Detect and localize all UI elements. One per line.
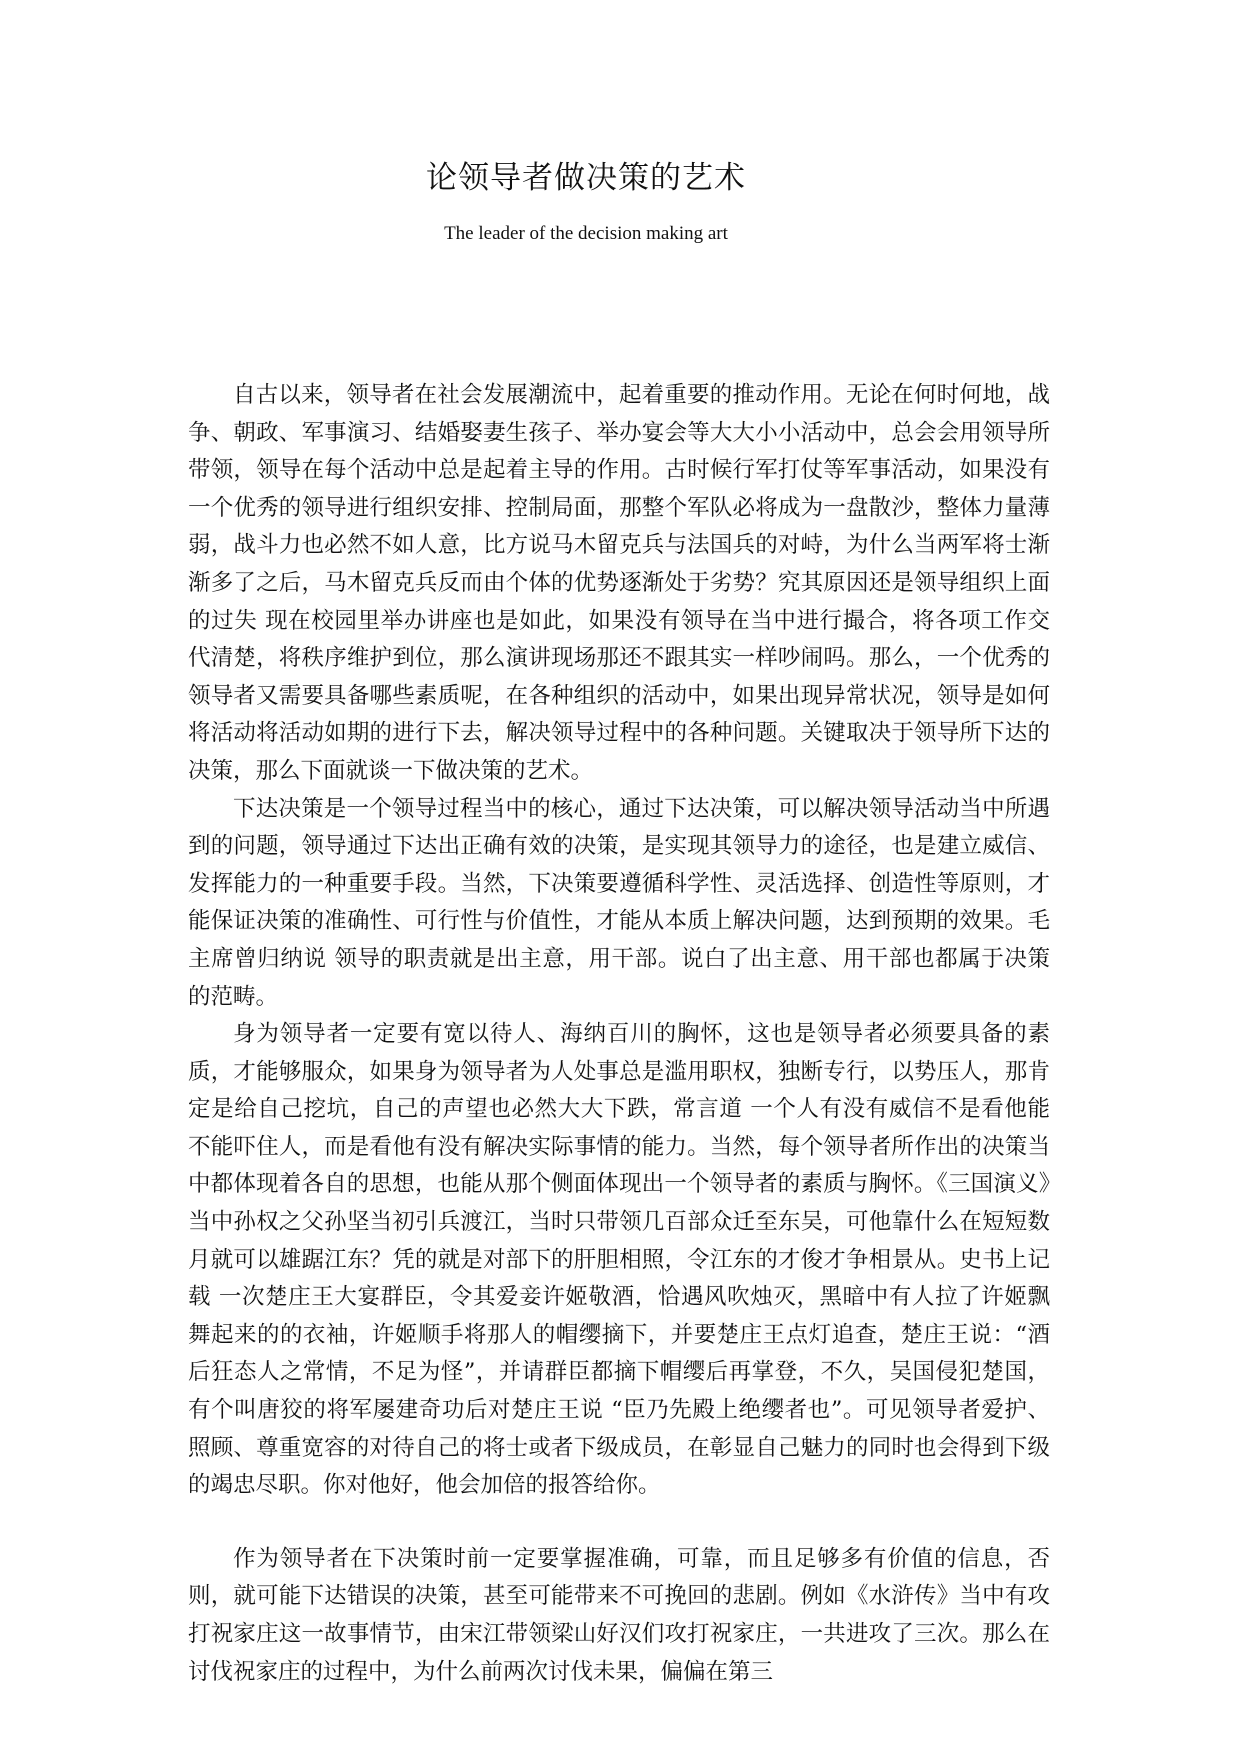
paragraph: 身为领导者一定要有宽以待人、海纳百川的胸怀，这也是领导者必须要具备的素质，才能够服众，如果身为领导者为人处事总是滥用职权，独断专行，以势压人，那肯定是给自己挖坑，自己的声望也必然大大下跌，常言道 一个人有没有威信不是看他能不能吓住人，而是看他有没有解决实际事情的能力。当然，每个领导者所作出的决策当中都体现着各自的思想，也能从那个侧面体现出一个领导者的素质与胸怀。《三国演义》当中孙权之父孙坚当初引兵渡江，当时只带领几百部众迁至东吴，可他靠什么在短短数月就可以雄踞江东？凭的就是对部下的肝胆相照，令江东的才俊才争相景从。史书上记载 一次楚庄王大宴群臣，令其爱妾许姬敬酒，恰遇风吹烛灭，黑暗中有人拉了许姬飘舞起来的的衣袖，许姬顺手将那人的帽缨摘下，并要楚庄王点灯追查，楚庄王说：“酒后狂态人之常情，不足为怪”，并请群臣都摘下帽缨后再掌登，不久，吴国侵犯楚国，有个叫唐狡的将军屡建奇功后对楚庄王说 “臣乃先殿上绝缨者也”。可见领导者爱护、照顾、尊重宽容的对待自己的将士或者下级成员，在彰显自己魅力的同时也会得到下级的竭忠尽职。你对他好，他会加倍的报答给你。 [188,1021,1050,1499]
paragraph: 下达决策是一个领导过程当中的核心，通过下达决策，可以解决领导活动当中所遇到的问题，领导通过下达出正确有效的决策，是实现其领导力的途径，也是建立威信、发挥能力的一种重要手段。当然，下决策要遵循科学性、灵活选择、创造性等原则，才能保证决策的准确性、可行性与价值性，才能从本质上解决问题，达到预期的效果。毛主席曾归纳说 领导的职责就是出主意，用干部。说白了出主意、用干部也都属于决策的范畴。 [188,795,1050,1010]
document-body [188,377,1050,1691]
paragraph: 自古以来，领导者在社会发展潮流中，起着重要的推动作用。无论在何时何地，战争、朝政、军事演习、结婚娶妻生孩子、举办宴会等大大小小活动中，总会会用领导所带领，领导在每个活动中总是起着主导的作用。古时候行军打仗等军事活动，如果没有一个优秀的领导进行组织安排、控制局面，那整个军队必将成为一盘散沙，整体力量薄弱，战斗力也必然不如人意，比方说马木留克兵与法国兵的对峙，为什么当两军将士渐渐多了之后，马木留克兵反而由个体的优势逐渐处于劣势？究其原因还是领导组织上面的过失 现在校园里举办讲座也是如此，如果没有领导在当中进行撮合，将各项工作交代清楚，将秩序维护到位，那么演讲现场那还不跟其实一样吵闹吗。那么，一个优秀的领导者又需要具备哪些素质呢，在各种组织的活动中，如果出现异常状况，领导是如何将活动将活动如期的进行下去，解决领导过程中的各种问题。关键取决于领导所下达的决策，那么下面就谈一下做决策的艺术。 [188,382,1050,784]
document-title: 论领导者做决策的艺术 [426,160,746,196]
paragraph-spacer [188,1505,1050,1541]
paragraph: 作为领导者在下决策时前一定要掌握准确，可靠，而且足够多有价值的信息，否则，就可能下达错误的决策，甚至可能带来不可挽回的悲剧。例如《水浒传》当中有攻打祝家庄这一故事情节，由宋江带领梁山好汉们攻打祝家庄，一共进攻了三次。那么在讨伐祝家庄的过程中，为什么前两次讨伐未果，偏偏在第三 [188,1545,1050,1685]
document-subtitle: The leader of the decision making art [444,223,728,244]
